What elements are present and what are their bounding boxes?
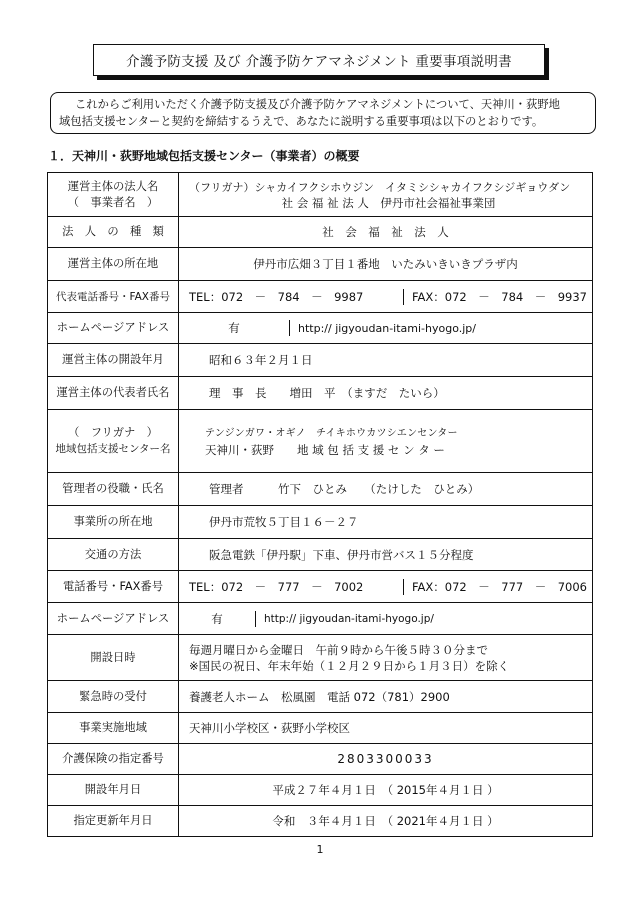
value-corp-established: 昭和６３年２月１日 bbox=[179, 344, 593, 377]
corp-furigana: （フリガナ）シャカイフクシホウジン イタミシシャカイフクシジギョウダン bbox=[189, 180, 571, 194]
row-emergency bbox=[48, 681, 593, 713]
value-open-date: 平成２７年４月１日 （ 2015年４月１日 ） bbox=[179, 775, 593, 806]
label-renewal-date: 指定更新年月日 bbox=[48, 806, 179, 837]
row-corp-established bbox=[48, 344, 593, 377]
row-office-phone bbox=[48, 571, 593, 603]
office-web-url[interactable]: http:// jigyoudan-itami-hyogo.jp/ bbox=[264, 612, 434, 625]
value-corp-rep: 理 事 長 増田 平 （ますだ たいら） bbox=[179, 377, 593, 410]
overview-table bbox=[47, 172, 593, 837]
label-center-name-2: 地域包括支援センター名 bbox=[55, 443, 171, 455]
label-corp-name-1: 運営主体の法人名 bbox=[67, 179, 159, 193]
row-office-address bbox=[48, 506, 593, 539]
value-center-name bbox=[179, 410, 593, 473]
label-office-address: 事業所の所在地 bbox=[48, 506, 179, 539]
value-corp-address: 伊丹市広畑３丁目１番地 いたみいきいきプラザ内 bbox=[179, 248, 593, 281]
row-area bbox=[48, 713, 593, 744]
office-web-has: 有 bbox=[179, 611, 256, 627]
row-designation-no bbox=[48, 744, 593, 775]
label-corp-rep: 運営主体の代表者氏名 bbox=[48, 377, 179, 410]
corp-web-url[interactable]: http:// jigyoudan-itami-hyogo.jp/ bbox=[298, 321, 476, 335]
value-access: 阪急電鉄「伊丹駅」下車、伊丹市営バス１５分程度 bbox=[179, 539, 593, 571]
row-manager bbox=[48, 473, 593, 506]
label-open-date: 開設年月日 bbox=[48, 775, 179, 806]
office-fax: FAX：072 － 777 － 7006 bbox=[412, 579, 587, 594]
center-furigana: テンジンガワ・オギノ チイキホウカツシエンセンター bbox=[205, 428, 458, 439]
row-center-name bbox=[48, 410, 593, 473]
intro-line-2: 域包括支援センターと契約を締結するうえで、あなたに説明する重要事項は以下のとおりです。 bbox=[59, 115, 544, 128]
corp-name: 社 会 福 祉 法 人 伊丹市社会福祉事業団 bbox=[281, 195, 496, 210]
label-corp-name-2: （ 事業者名 ） bbox=[67, 195, 159, 209]
row-corp-rep bbox=[48, 377, 593, 410]
row-open-date bbox=[48, 775, 593, 806]
value-emergency: 養護老人ホーム 松風園 電話 072（781）2900 bbox=[179, 681, 593, 713]
label-corp-phone: 代表電話番号・FAX番号 bbox=[48, 281, 179, 313]
label-area: 事業実施地域 bbox=[48, 713, 179, 744]
label-hours: 開設日時 bbox=[48, 635, 179, 681]
row-office-web bbox=[48, 603, 593, 635]
hours-line-2: ※国民の祝日、年末年始（１２月２９日から１月３日）を除く bbox=[189, 658, 510, 673]
page-number: 1 bbox=[316, 843, 324, 856]
value-office-phone bbox=[179, 571, 593, 603]
label-corp-name bbox=[48, 173, 179, 217]
label-emergency: 緊急時の受付 bbox=[48, 681, 179, 713]
row-corp-web bbox=[48, 313, 593, 344]
value-designation-no: 2803300033 bbox=[179, 744, 593, 775]
label-center-name bbox=[48, 410, 179, 473]
value-manager: 管理者 竹下 ひとみ （たけした ひとみ） bbox=[179, 473, 593, 506]
row-corp-type bbox=[48, 217, 593, 248]
corp-web-has: 有 bbox=[179, 320, 290, 336]
value-corp-name bbox=[179, 173, 593, 217]
row-corp-name bbox=[48, 173, 593, 217]
row-corp-address bbox=[48, 248, 593, 281]
section-heading: １．天神川・荻野地域包括支援センター（事業者）の概要 bbox=[48, 149, 360, 163]
row-hours bbox=[48, 635, 593, 681]
label-corp-address: 運営主体の所在地 bbox=[48, 248, 179, 281]
label-manager: 管理者の役職・氏名 bbox=[48, 473, 179, 506]
hours-line-1: 毎週月曜日から金曜日 午前９時から午後５時３０分まで bbox=[189, 642, 488, 657]
label-corp-type: 法 人 の 種 類 bbox=[48, 217, 179, 248]
row-renewal-date bbox=[48, 806, 593, 837]
value-corp-phone bbox=[179, 281, 593, 313]
row-corp-phone bbox=[48, 281, 593, 313]
intro-line-1: これからご利用いただく介護予防支援及び介護予防ケアマネジメントについて、天神川・荻野地 bbox=[75, 98, 560, 111]
corp-fax: FAX：072 － 784 － 9937 bbox=[412, 289, 587, 304]
center-name: 天神川・荻野 地 域 包 括 支 援 セ ン タ ー bbox=[205, 443, 445, 457]
value-office-address: 伊丹市荒牧５丁目１６－２７ bbox=[179, 506, 593, 539]
document-title: 介護予防支援 及び 介護予防ケアマネジメント 重要事項説明書 bbox=[93, 44, 545, 76]
value-office-web bbox=[179, 603, 593, 635]
corp-tel: TEL：072 － 784 － 9987 bbox=[179, 289, 404, 305]
value-renewal-date: 令和 ３年４月１日 （ 2021年４月１日 ） bbox=[179, 806, 593, 837]
label-access: 交通の方法 bbox=[48, 539, 179, 571]
label-corp-established: 運営主体の開設年月 bbox=[48, 344, 179, 377]
label-designation-no: 介護保険の指定番号 bbox=[48, 744, 179, 775]
value-hours bbox=[179, 635, 593, 681]
label-corp-web: ホームページアドレス bbox=[48, 313, 179, 344]
office-tel: TEL：072 － 777 － 7002 bbox=[179, 579, 404, 595]
value-area: 天神川小学校区・荻野小学校区 bbox=[179, 713, 593, 744]
label-center-name-1: （ フリガナ ） bbox=[68, 426, 158, 439]
label-office-web: ホームページアドレス bbox=[48, 603, 179, 635]
value-corp-type: 社 会 福 祉 法 人 bbox=[179, 217, 593, 248]
value-corp-web bbox=[179, 313, 593, 344]
label-office-phone: 電話番号・FAX番号 bbox=[48, 571, 179, 603]
row-access bbox=[48, 539, 593, 571]
intro-box bbox=[50, 92, 596, 134]
